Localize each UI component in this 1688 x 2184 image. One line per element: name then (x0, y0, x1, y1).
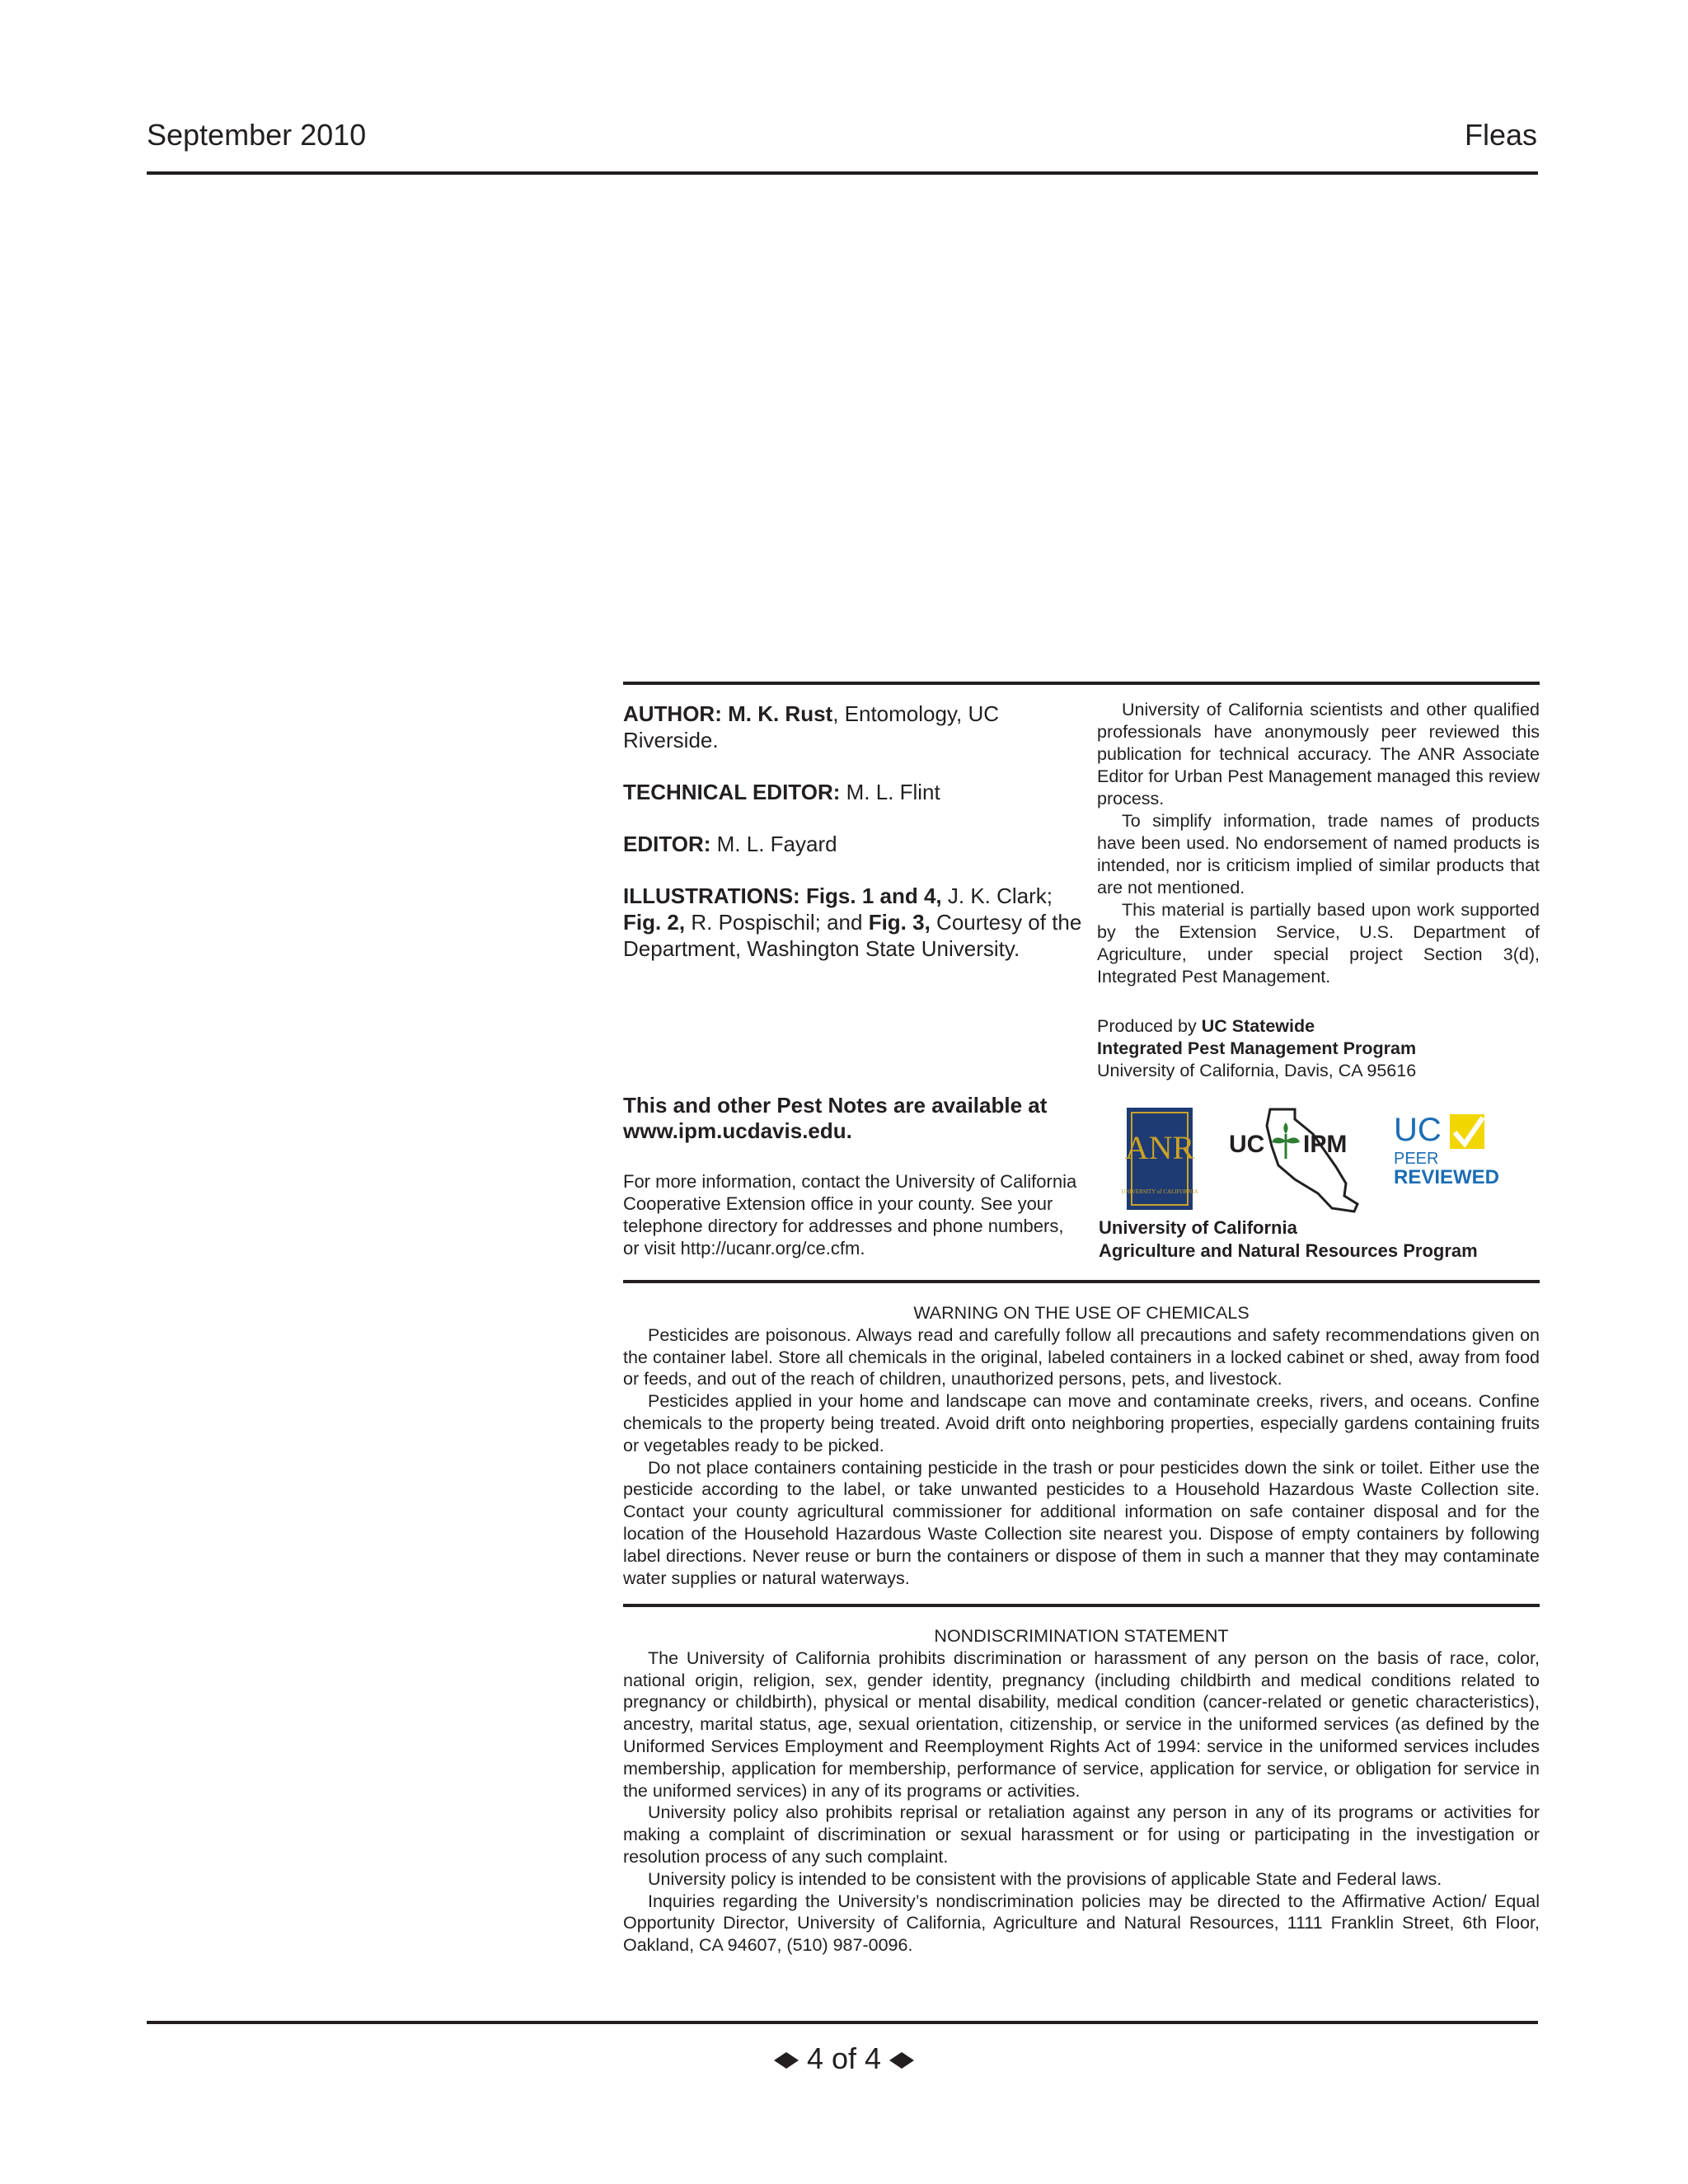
warning-paragraph-3: Do not place containers containing pesticide in the trash or pour pesticides down the sink or toilet. Either use the pesticide according to the label, or take unwanted pesticides to a Household Hazardous Waste Collection site. Contact your county agricultural commissioner for additional information on safe container disposal and for the location of the Household Hazardous Waste Collection site nearest you. Dispose of empty containers by following label directions. Never reuse or burn the containers or dispose of them in such a manner that they may contaminate water supplies or natural waterways. (623, 1457, 1540, 1588)
illus-credit-3: Courtesy of the Department, Washington State University. (623, 910, 1082, 961)
right-diamond-icon (889, 2052, 914, 2069)
produced-program-2: Integrated Pest Management Program (1097, 1038, 1417, 1058)
more-info-text: For more information, contact the University of California Cooperative Extension office in your county. See your telephone directory for addresses and phone numbers, or visit http://ucanr.org/ce.cfm. (623, 1171, 1077, 1258)
footer-rule (147, 2021, 1538, 2024)
produced-prefix: Produced by (1097, 1016, 1202, 1036)
nondiscrimination-paragraph-4: Inquiries regarding the University’s nondiscrimination policies may be directed to the Affirmative Action/ Equal Opportunity Director, University of California, Agriculture and Natural Resources, 1111 Franklin Street, 6th Floor, Oakland, CA 94607, (510) 987-0096. (623, 1891, 1540, 1956)
nondiscrimination-notice (623, 1625, 1540, 1957)
review-paragraph-1: University of California scientists and other qualified professionals have anonymously peer reviewed this publication for technical accuracy. The ANR Associate Editor for Urban Pest Management managed this review process. (1097, 700, 1540, 808)
peer-uc-text: UC (1394, 1112, 1442, 1148)
warning-paragraph-2: Pesticides applied in your home and landscape can move and contaminate creeks, rivers, and oceans. Confine chemicals to the property being treated. Avoid drift onto neighboring properties, especially gardens containing fruits or vegetables ready to be picked. (623, 1391, 1540, 1455)
produced-program-1: UC Statewide (1201, 1016, 1315, 1036)
ucanr-line-1: University of California (1099, 1217, 1297, 1238)
produced-address: University of California, Davis, CA 95616 (1097, 1061, 1417, 1080)
header-rule (147, 171, 1538, 175)
ucipm-ipm-text: IPM (1303, 1131, 1348, 1158)
nondiscrimination-title: NONDISCRIMINATION STATEMENT (934, 1626, 1229, 1646)
produced-by (1097, 1015, 1540, 1082)
warning-top-rule (623, 1280, 1540, 1283)
nondiscrimination-paragraph-2: University policy also prohibits reprisal or retaliation against any person in any of its programs or activities for making a complaint of discrimination or sexual harassment or for using or participating in the investigation or resolution process of any such complaint. (623, 1802, 1540, 1867)
warning-title: WARNING ON THE USE OF CHEMICALS (913, 1303, 1250, 1323)
peer-review-block (1097, 699, 1540, 988)
tech-editor-label: TECHNICAL EDITOR: (623, 780, 841, 804)
header-topic: Fleas (1464, 118, 1537, 152)
ucipm-uc-text: UC (1229, 1131, 1265, 1158)
left-diamond-icon (774, 2052, 799, 2069)
anr-logo-mark: ANR (1124, 1129, 1195, 1166)
review-paragraph-2: To simplify information, trade names of products have been used. No endorsement of named products is intended, nor is criticism implied of similar products that are not mentioned. (1097, 811, 1540, 898)
credits-block (623, 701, 1085, 987)
nondiscrimination-top-rule (623, 1604, 1540, 1607)
ucanr-program (1099, 1216, 1478, 1263)
credits-top-rule (623, 682, 1540, 685)
anr-logo (1121, 1108, 1198, 1210)
ucanr-line-2: Agriculture and Natural Resources Program (1099, 1240, 1478, 1261)
illus-credit-2: R. Pospischil; and (685, 910, 869, 935)
tech-editor-name: M. L. Flint (840, 780, 940, 804)
illus-credit-1: J. K. Clark; (941, 883, 1053, 908)
page-indicator (0, 2041, 1688, 2077)
peer-peer-text: PEER (1394, 1150, 1439, 1168)
warning-paragraph-1: Pesticides are poisonous. Always read and carefully follow all precautions and safety recommendations given on the container label. Store all chemicals in the original, labeled containers in a locked cabinet or shed, away from food or feeds, and out of the reach of children, unauthorized persons, pets, and livestock. (623, 1324, 1540, 1390)
illustrations-credit (623, 883, 1085, 962)
nondiscrimination-paragraph-1: The University of California prohibits discrimination or harassment of any person on the basis of race, color, national origin, religion, sex, gender identity, pregnancy (including childbirth and medical conditions related to pregnancy or childbirth), physical or mental disability, medical condition (cancer-related or genetic characteristics), ancestry, marital status, age, sexual orientation, citizenship, or service in the uniformed services (as defined by the Uniformed Services Employment and Reemployment Rights Act of 1994: service in the uniformed services includes membership, application for membership, performance of service, application for service, or obligation for service in the uniformed services) in any of its programs or activities. (623, 1647, 1540, 1801)
illus-fig2: Fig. 2, (623, 910, 686, 935)
editor-credit (623, 831, 1085, 857)
tech-editor-credit (623, 779, 1085, 805)
header-date: September 2010 (147, 118, 367, 152)
warning-notice (623, 1302, 1540, 1589)
author-label: AUTHOR: M. K. Rust (623, 701, 833, 726)
logo-row (1097, 1101, 1540, 1216)
illus-label: ILLUSTRATIONS: Figs. 1 and 4, (623, 883, 942, 908)
illus-fig3: Fig. 3, (868, 910, 931, 935)
page-number: 4 of 4 (806, 2041, 882, 2075)
editor-name: M. L. Fayard (710, 832, 837, 856)
logos-svg (1097, 1101, 1540, 1216)
editor-label: EDITOR: (623, 832, 711, 856)
review-paragraph-3: This material is partially based upon work supported by the Extension Service, U.S. Department of Agriculture, under special project Section 3(d), Integrated Pest Management. (1097, 900, 1540, 987)
peer-reviewed-text: REVIEWED (1394, 1166, 1500, 1188)
peer-reviewed-logo (1394, 1112, 1499, 1188)
availability-text: This and other Pest Notes are available at www.ipm.ucdavis.edu. (623, 1093, 1048, 1143)
nondiscrimination-paragraph-3: University policy is intended to be consistent with the provisions of applicable State and Federal laws. (648, 1868, 1442, 1889)
author-affiliation: , Entomology, UC Riverside. (623, 701, 1000, 752)
ucipm-logo (1229, 1109, 1357, 1212)
author-credit (623, 701, 1085, 753)
anr-logo-small: UNIVERSITY of CALIFORNIA (1121, 1188, 1198, 1195)
